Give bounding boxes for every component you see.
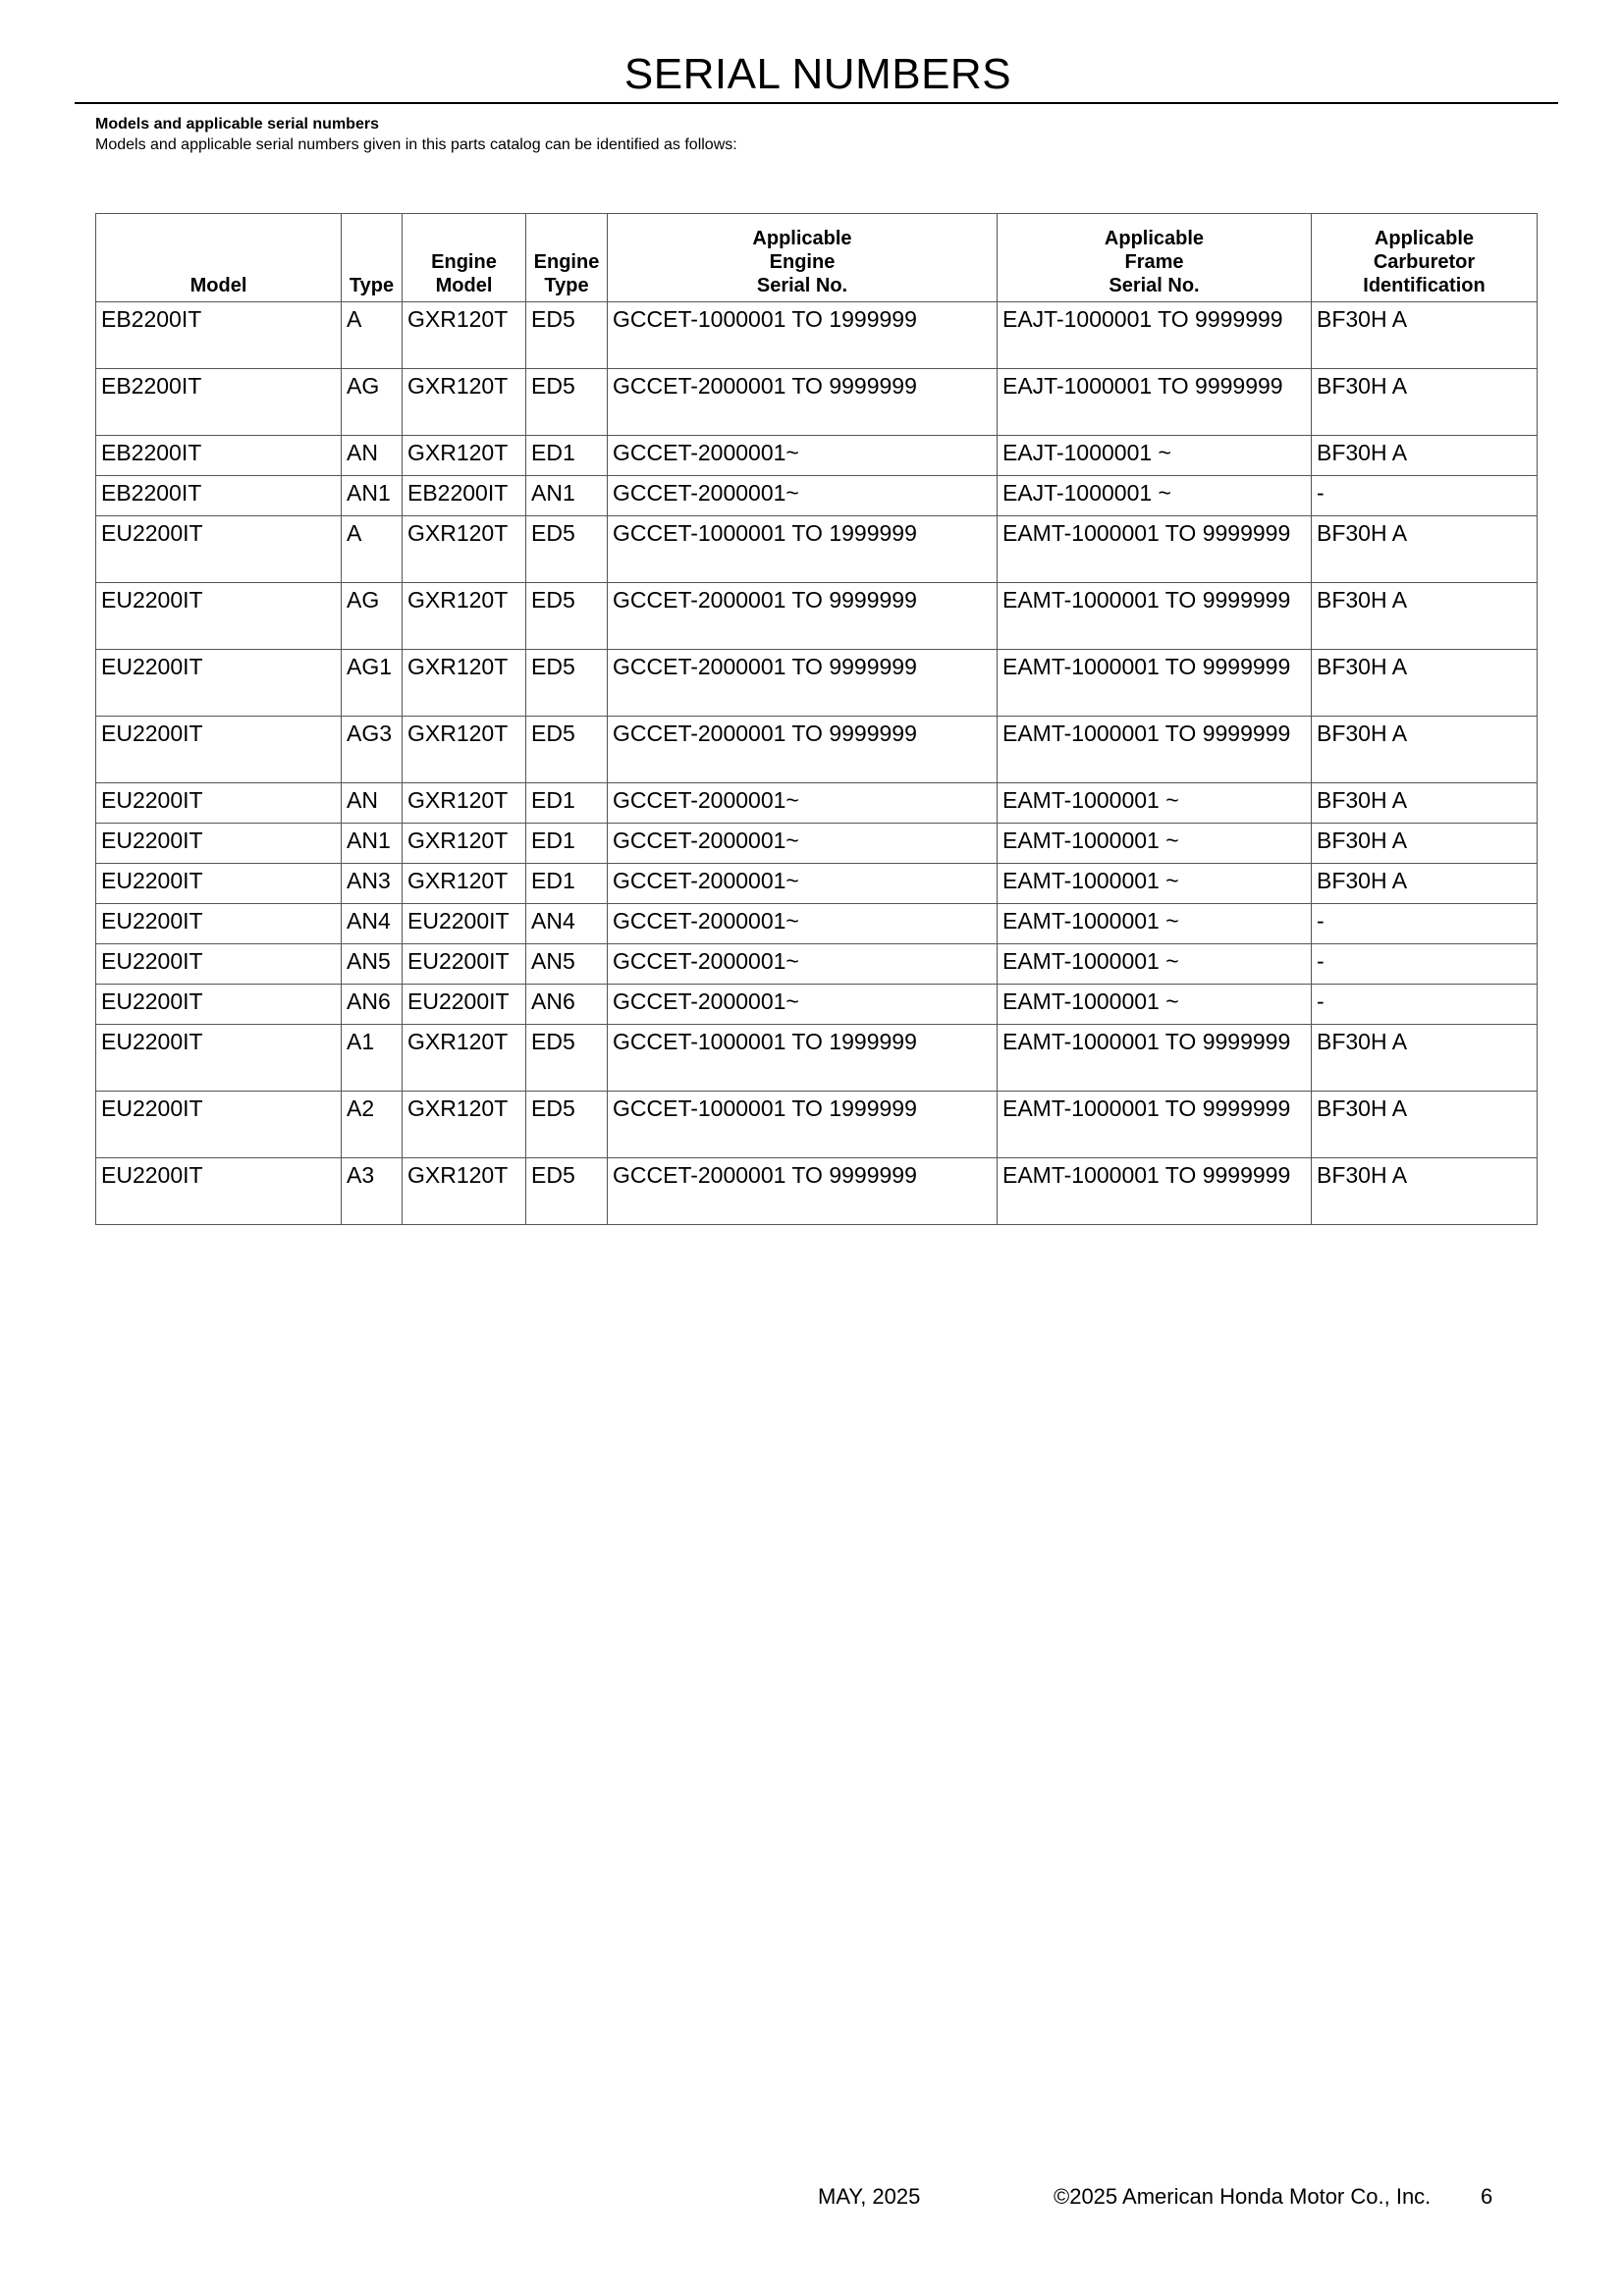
- cell-carburetor-id: BF30H A: [1312, 783, 1538, 824]
- cell-model: EU2200IT: [96, 944, 342, 985]
- table-row: [96, 369, 1538, 436]
- cell-engine-model: GXR120T: [403, 783, 526, 824]
- cell-type: AN: [342, 783, 403, 824]
- cell-engine-type: AN4: [526, 904, 608, 944]
- cell-engine-serial: GCCET-2000001~: [608, 436, 998, 476]
- cell-model: EB2200IT: [96, 436, 342, 476]
- table-header-row: [96, 214, 1538, 302]
- cell-engine-serial: GCCET-2000001 TO 9999999: [608, 369, 998, 436]
- column-header-engine-serial: Applicable Engine Serial No.: [608, 214, 998, 302]
- cell-engine-type: ED1: [526, 824, 608, 864]
- cell-type: AN1: [342, 824, 403, 864]
- cell-model: EB2200IT: [96, 476, 342, 516]
- cell-frame-serial: EAMT-1000001 ~: [998, 944, 1312, 985]
- cell-carburetor-id: BF30H A: [1312, 824, 1538, 864]
- cell-frame-serial: EAJT-1000001 ~: [998, 476, 1312, 516]
- cell-engine-model: GXR120T: [403, 824, 526, 864]
- table-row: [96, 824, 1538, 864]
- cell-type: AN: [342, 436, 403, 476]
- cell-carburetor-id: BF30H A: [1312, 369, 1538, 436]
- cell-engine-model: EU2200IT: [403, 944, 526, 985]
- cell-engine-type: ED1: [526, 436, 608, 476]
- cell-carburetor-id: -: [1312, 476, 1538, 516]
- cell-engine-model: GXR120T: [403, 650, 526, 717]
- cell-engine-serial: GCCET-2000001 TO 9999999: [608, 650, 998, 717]
- title-divider: [75, 102, 1558, 104]
- cell-engine-model: GXR120T: [403, 864, 526, 904]
- cell-engine-type: ED5: [526, 583, 608, 650]
- cell-model: EB2200IT: [96, 302, 342, 369]
- cell-frame-serial: EAMT-1000001 TO 9999999: [998, 650, 1312, 717]
- column-header-model: Model: [96, 214, 342, 302]
- cell-type: AN3: [342, 864, 403, 904]
- cell-carburetor-id: BF30H A: [1312, 583, 1538, 650]
- cell-model: EU2200IT: [96, 824, 342, 864]
- table-row: [96, 944, 1538, 985]
- cell-type: AG: [342, 369, 403, 436]
- cell-carburetor-id: -: [1312, 985, 1538, 1025]
- column-header-frame-serial: Applicable Frame Serial No.: [998, 214, 1312, 302]
- cell-engine-model: GXR120T: [403, 1092, 526, 1158]
- cell-frame-serial: EAMT-1000001 ~: [998, 904, 1312, 944]
- cell-engine-serial: GCCET-2000001~: [608, 476, 998, 516]
- table-row: [96, 1158, 1538, 1225]
- cell-frame-serial: EAMT-1000001 ~: [998, 864, 1312, 904]
- cell-engine-model: EU2200IT: [403, 904, 526, 944]
- cell-engine-model: EU2200IT: [403, 985, 526, 1025]
- cell-engine-model: GXR120T: [403, 302, 526, 369]
- cell-engine-serial: GCCET-2000001~: [608, 904, 998, 944]
- cell-model: EU2200IT: [96, 650, 342, 717]
- cell-engine-serial: GCCET-1000001 TO 1999999: [608, 1092, 998, 1158]
- cell-frame-serial: EAJT-1000001 TO 9999999: [998, 369, 1312, 436]
- cell-engine-type: ED5: [526, 1158, 608, 1225]
- cell-carburetor-id: BF30H A: [1312, 1025, 1538, 1092]
- cell-frame-serial: EAMT-1000001 TO 9999999: [998, 1092, 1312, 1158]
- cell-engine-model: GXR120T: [403, 369, 526, 436]
- cell-engine-serial: GCCET-2000001 TO 9999999: [608, 717, 998, 783]
- cell-engine-model: GXR120T: [403, 516, 526, 583]
- column-header-engine-model: Engine Model: [403, 214, 526, 302]
- cell-frame-serial: EAMT-1000001 TO 9999999: [998, 1158, 1312, 1225]
- cell-engine-serial: GCCET-2000001 TO 9999999: [608, 1158, 998, 1225]
- cell-type: AN1: [342, 476, 403, 516]
- cell-carburetor-id: BF30H A: [1312, 302, 1538, 369]
- cell-engine-type: ED5: [526, 717, 608, 783]
- table-row: [96, 476, 1538, 516]
- serial-numbers-table: [95, 213, 1538, 1225]
- footer-page-number: 6: [1481, 2184, 1493, 2209]
- cell-model: EU2200IT: [96, 1158, 342, 1225]
- cell-engine-serial: GCCET-2000001~: [608, 985, 998, 1025]
- table-row: [96, 650, 1538, 717]
- table-row: [96, 985, 1538, 1025]
- cell-engine-serial: GCCET-1000001 TO 1999999: [608, 1025, 998, 1092]
- table-row: [96, 436, 1538, 476]
- cell-engine-serial: GCCET-2000001~: [608, 944, 998, 985]
- cell-carburetor-id: BF30H A: [1312, 650, 1538, 717]
- cell-frame-serial: EAMT-1000001 TO 9999999: [998, 583, 1312, 650]
- cell-type: AN5: [342, 944, 403, 985]
- cell-model: EU2200IT: [96, 583, 342, 650]
- cell-model: EU2200IT: [96, 516, 342, 583]
- table-row: [96, 583, 1538, 650]
- table-row: [96, 783, 1538, 824]
- cell-frame-serial: EAMT-1000001 ~: [998, 985, 1312, 1025]
- cell-type: AG3: [342, 717, 403, 783]
- cell-type: AG1: [342, 650, 403, 717]
- page-title: SERIAL NUMBERS: [623, 50, 1012, 98]
- column-header-carburetor-id: Applicable Carburetor Identification: [1312, 214, 1538, 302]
- cell-carburetor-id: -: [1312, 904, 1538, 944]
- cell-engine-type: ED5: [526, 1092, 608, 1158]
- cell-carburetor-id: BF30H A: [1312, 1158, 1538, 1225]
- cell-carburetor-id: BF30H A: [1312, 516, 1538, 583]
- table-row: [96, 302, 1538, 369]
- cell-model: EU2200IT: [96, 1092, 342, 1158]
- cell-engine-model: GXR120T: [403, 717, 526, 783]
- table-row: [96, 1025, 1538, 1092]
- cell-engine-type: AN6: [526, 985, 608, 1025]
- cell-frame-serial: EAMT-1000001 TO 9999999: [998, 1025, 1312, 1092]
- cell-model: EU2200IT: [96, 783, 342, 824]
- table-row: [96, 904, 1538, 944]
- intro-text: Models and applicable serial numbers given in this parts catalog can be identified as follows:: [95, 136, 737, 153]
- cell-model: EU2200IT: [96, 904, 342, 944]
- cell-engine-type: ED1: [526, 864, 608, 904]
- cell-engine-serial: GCCET-2000001~: [608, 824, 998, 864]
- table-row: [96, 717, 1538, 783]
- cell-engine-serial: GCCET-2000001 TO 9999999: [608, 583, 998, 650]
- cell-type: AN6: [342, 985, 403, 1025]
- cell-engine-serial: GCCET-1000001 TO 1999999: [608, 516, 998, 583]
- cell-engine-model: GXR120T: [403, 583, 526, 650]
- cell-engine-model: EB2200IT: [403, 476, 526, 516]
- cell-frame-serial: EAMT-1000001 TO 9999999: [998, 717, 1312, 783]
- footer-copyright: ©2025 American Honda Motor Co., Inc.: [1054, 2184, 1432, 2209]
- cell-type: A3: [342, 1158, 403, 1225]
- cell-type: A2: [342, 1092, 403, 1158]
- table-row: [96, 864, 1538, 904]
- cell-carburetor-id: BF30H A: [1312, 717, 1538, 783]
- cell-frame-serial: EAJT-1000001 TO 9999999: [998, 302, 1312, 369]
- cell-engine-type: ED5: [526, 302, 608, 369]
- cell-type: AG: [342, 583, 403, 650]
- cell-engine-model: GXR120T: [403, 1158, 526, 1225]
- cell-engine-type: ED5: [526, 516, 608, 583]
- cell-frame-serial: EAMT-1000001 TO 9999999: [998, 516, 1312, 583]
- column-header-engine-type: Engine Type: [526, 214, 608, 302]
- cell-engine-serial: GCCET-2000001~: [608, 783, 998, 824]
- table-body: [96, 302, 1538, 1225]
- cell-carburetor-id: -: [1312, 944, 1538, 985]
- cell-engine-type: ED5: [526, 1025, 608, 1092]
- cell-engine-model: GXR120T: [403, 436, 526, 476]
- footer-date: MAY, 2025: [818, 2184, 921, 2209]
- cell-engine-type: ED5: [526, 369, 608, 436]
- cell-type: AN4: [342, 904, 403, 944]
- cell-engine-serial: GCCET-2000001~: [608, 864, 998, 904]
- table-row: [96, 516, 1538, 583]
- cell-engine-type: ED5: [526, 650, 608, 717]
- cell-engine-type: ED1: [526, 783, 608, 824]
- cell-engine-type: AN5: [526, 944, 608, 985]
- table-row: [96, 1092, 1538, 1158]
- cell-model: EB2200IT: [96, 369, 342, 436]
- cell-type: A: [342, 302, 403, 369]
- cell-engine-model: GXR120T: [403, 1025, 526, 1092]
- cell-engine-type: AN1: [526, 476, 608, 516]
- column-header-type: Type: [342, 214, 403, 302]
- cell-frame-serial: EAJT-1000001 ~: [998, 436, 1312, 476]
- cell-model: EU2200IT: [96, 864, 342, 904]
- cell-carburetor-id: BF30H A: [1312, 864, 1538, 904]
- cell-type: A1: [342, 1025, 403, 1092]
- cell-frame-serial: EAMT-1000001 ~: [998, 824, 1312, 864]
- cell-model: EU2200IT: [96, 1025, 342, 1092]
- cell-carburetor-id: BF30H A: [1312, 436, 1538, 476]
- cell-model: EU2200IT: [96, 717, 342, 783]
- cell-model: EU2200IT: [96, 985, 342, 1025]
- cell-frame-serial: EAMT-1000001 ~: [998, 783, 1312, 824]
- cell-carburetor-id: BF30H A: [1312, 1092, 1538, 1158]
- cell-type: A: [342, 516, 403, 583]
- cell-engine-serial: GCCET-1000001 TO 1999999: [608, 302, 998, 369]
- section-subheading: Models and applicable serial numbers: [95, 116, 379, 133]
